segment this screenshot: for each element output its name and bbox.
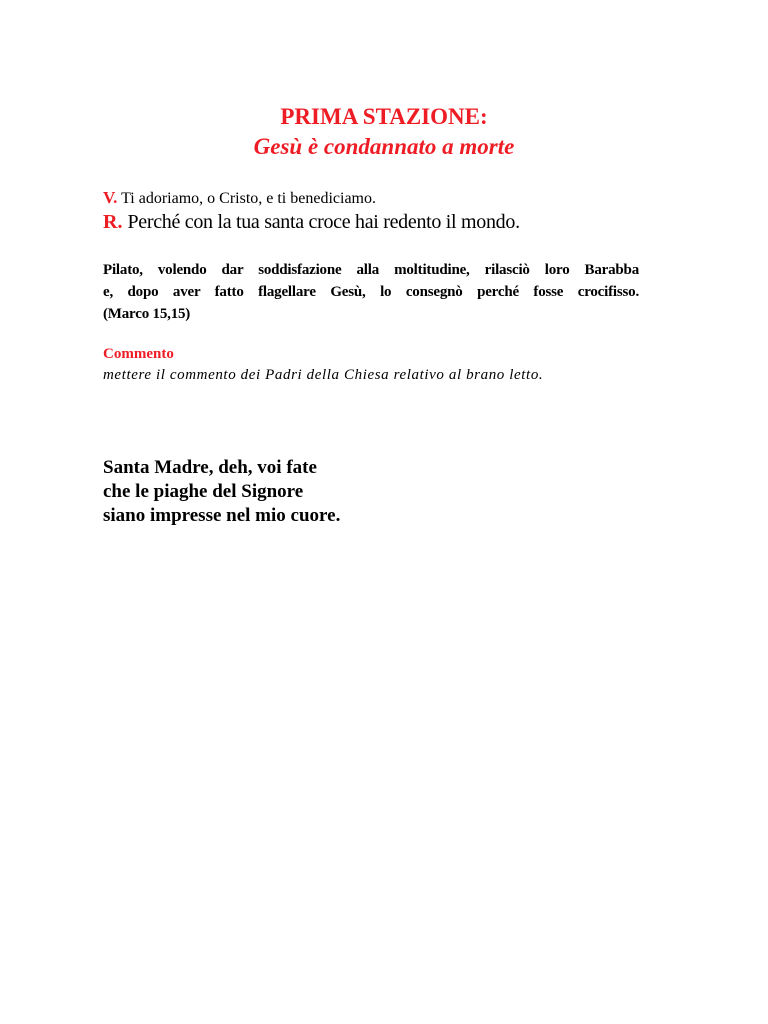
versicle-mark: V. <box>103 188 118 207</box>
scripture-line: e, dopo aver fatto flagellare Gesù, lo consegnò perché fosse crocifisso. <box>103 284 639 300</box>
scripture-passage <box>103 259 639 325</box>
comment-text: mettere il commento dei Padri della Chiesa relativo al brano letto. <box>103 367 544 383</box>
response-mark: R. <box>103 211 123 233</box>
scripture-line: Pilato, volendo dar soddisfazione alla moltitudine, rilasciò loro Barabba <box>103 262 639 278</box>
response-line <box>103 208 520 236</box>
hymn-stanza <box>103 456 340 528</box>
station-subtitle: Gesù è condannato a morte <box>253 134 515 159</box>
comment-label: Commento <box>103 346 174 362</box>
hymn-line: che le piaghe del Signore <box>103 481 304 502</box>
response-text: Perché con la tua santa croce hai redento il mondo. <box>127 211 520 233</box>
versicle-line <box>103 187 376 210</box>
hymn-line: siano impresse nel mio cuore. <box>103 505 341 526</box>
hymn-line: Santa Madre, deh, voi fate <box>103 457 317 478</box>
station-title: PRIMA STAZIONE: <box>280 104 488 129</box>
station-heading <box>0 102 768 162</box>
versicle-text: Ti adoriamo, o Cristo, e ti benediciamo. <box>121 190 376 207</box>
scripture-reference: (Marco 15,15) <box>103 306 191 322</box>
